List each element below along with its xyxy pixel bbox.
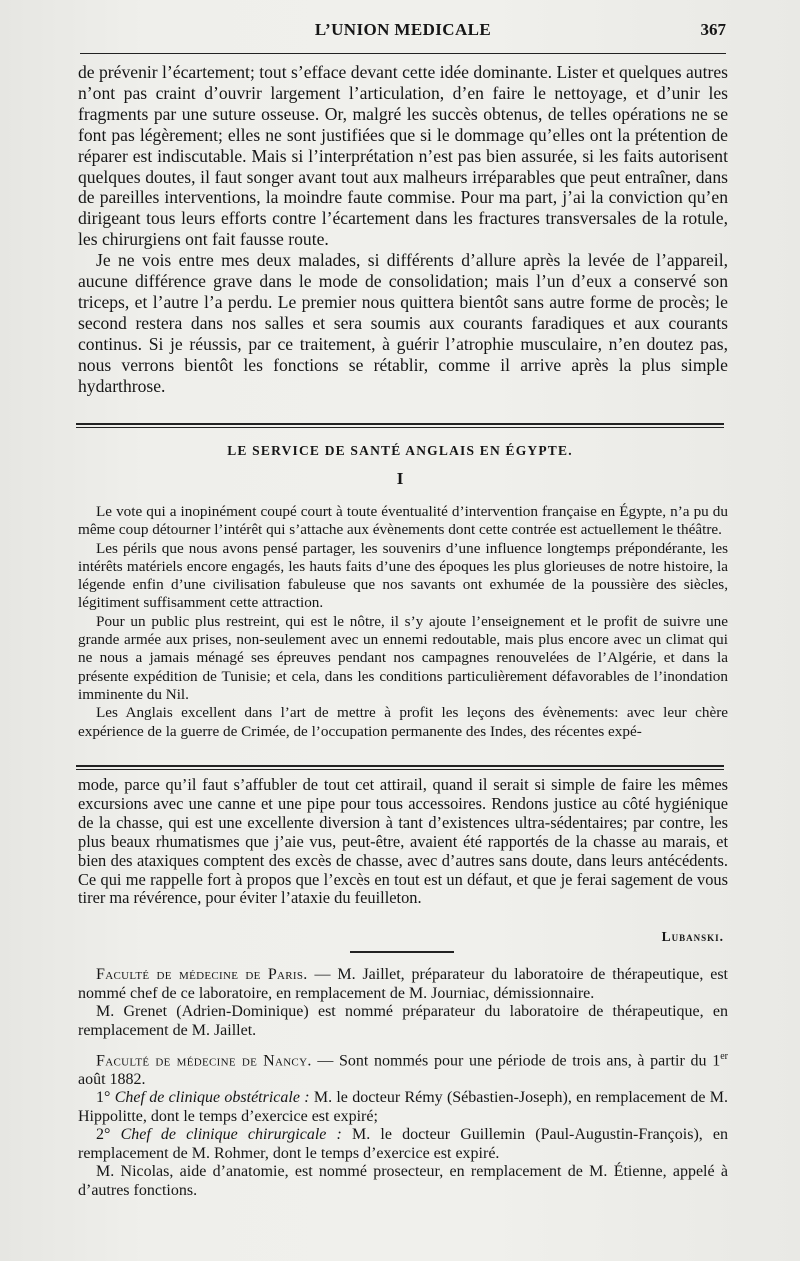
signature: Lubanski. [661,929,724,944]
section-title: LE SERVICE DE SANTÉ ANGLAIS EN ÉGYPTE. [227,443,573,458]
paragraph: Le vote qui a inopinément coupé court à toute éventualité d’intervention française en Égypte, n’a pu du même coup détourner l’intérêt qui s’attache aux évènements dont cette contrée est actuellement le théâtre. [78,503,728,539]
section-divider [76,423,724,425]
news-paris [78,966,728,1003]
news-text: — M. Jaillet, préparateur du laboratoire de thérapeutique, est nommé chef de ce laboratoire, en remplacement de M. Journiac, démissionnaire. [78,966,728,1002]
news-text: août 1882. [78,1070,146,1088]
news-nicolas: M. Nicolas, aide d’anatomie, est nommé prosecteur, en remplacement de M. Étienne, appelé à d’autres fonctions. [78,1163,728,1199]
news-text: M. le docteur Rémy (Sébastien-Joseph), en remplacement de M. Hippolitte, dont le temps d’exercice est expiré; [78,1089,728,1125]
article-body [78,503,728,741]
news-section [78,966,728,1200]
item-title: Chef de clinique obstétricale : [114,1089,310,1107]
page-number: 367 [700,20,726,39]
short-divider [350,951,454,953]
page-header [80,20,726,46]
faculty-nancy-heading: Faculté de médecine de Nancy. [96,1052,312,1070]
paragraph: Pour un public plus restreint, qui est le nôtre, il s’y ajoute l’enseignement et le profit de suivre une grande armée aux prises, non-seulement avec un ennemi redoutable, mais plus encore avec un climat qui ne nous a jamais ménagé ses épreuves pendant nos campagnes renouvelées de l’Algérie, et dans la présente expédition de Tunisie; et cela, dans les conditions particulièrement défavorables de l’inondation imminente du Nil. [78,612,728,703]
news-grenet: M. Grenet (Adrien-Dominique) est nommé préparateur du laboratoire de thérapeutique, en remplacement de M. Jaillet. [78,1003,728,1039]
item-title: Chef de clinique chirurgicale : [120,1126,342,1144]
paragraph: Les Anglais excellent dans l’art de mettre à profit les leçons des évènements: avec leur chère expérience de la guerre de Crimée, de l’occupation permanente des Indes, des récentes expé- [78,704,728,740]
feuilleton-text [78,776,728,908]
paragraph: de prévenir l’écartement; tout s’efface devant cette idée dominante. Lister et quelques autres n’ont pas craint d’ouvrir largement l’articulation, d’en faire le nettoyage, et d’unir les fragments par une suture osseuse. Or, malgré les succès obtenus, de telles opérations ne se font pas légèrement; elles ne sont justifiées que si le dommage qu’elles ont la prétention de réparer est indiscutable. Mais si l’interprétation n’est pas bien assurée, si les faits autorisent quelques doutes, il faut songer avant tout aux malheurs irréparables que peut entraîner, dans de pareilles interventions, la moindre faute commise. Pour ma part, j’ai la conviction qu’en dirigeant tous leurs efforts contre l’écartement dans les fractures transversales de la rotule, les chirurgiens ont fait fausse route. [78,62,728,250]
news-item-2 [78,1126,728,1163]
paragraph: Je ne vois entre mes deux malades, si différents d’allure après la levée de l’appareil, aucune différence grave dans le mode de consolidation; mais l’un d’eux a conservé son triceps, et l’autre l’a perdu. Le premier nous quittera bientôt sans autre forme de procès; le second restera dans nos salles et sera soumis aux courants faradiques et aux courants continus. Si je réussis, par ce traitement, à guérir l’atrophie musculaire, n’en doutez pas, nous verrons bientôt les fonctions se rétablir, comme il arrive après la plus simple hydarthrose. [78,250,728,396]
section-number: I [396,469,404,488]
news-item-1 [78,1089,728,1126]
feuilleton-divider [76,765,724,767]
paragraph: Les périls que nous avons pensé partager, les souvenirs d’une influence longtemps prépondérante, les intérêts matériels encore engagés, les hauts faits d’une des époques les plus glorieuses de notre histoire, la légende enfin d’une civilisation fabuleuse que nos savants ont exhumée de la poussière des siècles, légitiment suffisamment cette attraction. [78,539,728,612]
faculty-paris-heading: Faculté de médecine de Paris. [96,966,308,983]
header-rule [80,53,726,54]
article-continuation [78,62,728,397]
paragraph: mode, parce qu’il faut s’affubler de tout cet attirail, quand il serait si simple de faire les mêmes excursions avec une canne et une pipe pour tous accessoires. Rendons justice au côté hygiénique de la chasse, qui est une excellente diversion à tant d’existences ultra-sédentaires; par contre, les plus beaux rhumatismes que j’aie vus, peut-être, avaient été rapportés de la chasse au marais, et bien des ataxiques comptent des excès de chasse, avec d’autres sans doute, dans leurs antécédents. Ce qui me rappelle fort à propos que l’excès en tout est un défaut, et que je ferai sagement de vous tirer ma révérence, pour éviter l’ataxie du feuilleton. [78,775,728,908]
news-text: M. le docteur Guillemin (Paul-Augustin-François), en remplacement de M. Rohmer, dont le temps d’exercice est expiré. [78,1126,729,1162]
item-number: 2° [96,1126,121,1144]
superscript: er [720,1051,728,1062]
running-title: L’UNION MEDICALE [314,20,492,39]
item-number: 1° [96,1089,115,1107]
news-text: — Sont nommés pour une période de trois ans, à partir du 1 [311,1052,721,1070]
news-nancy [78,1048,728,1089]
